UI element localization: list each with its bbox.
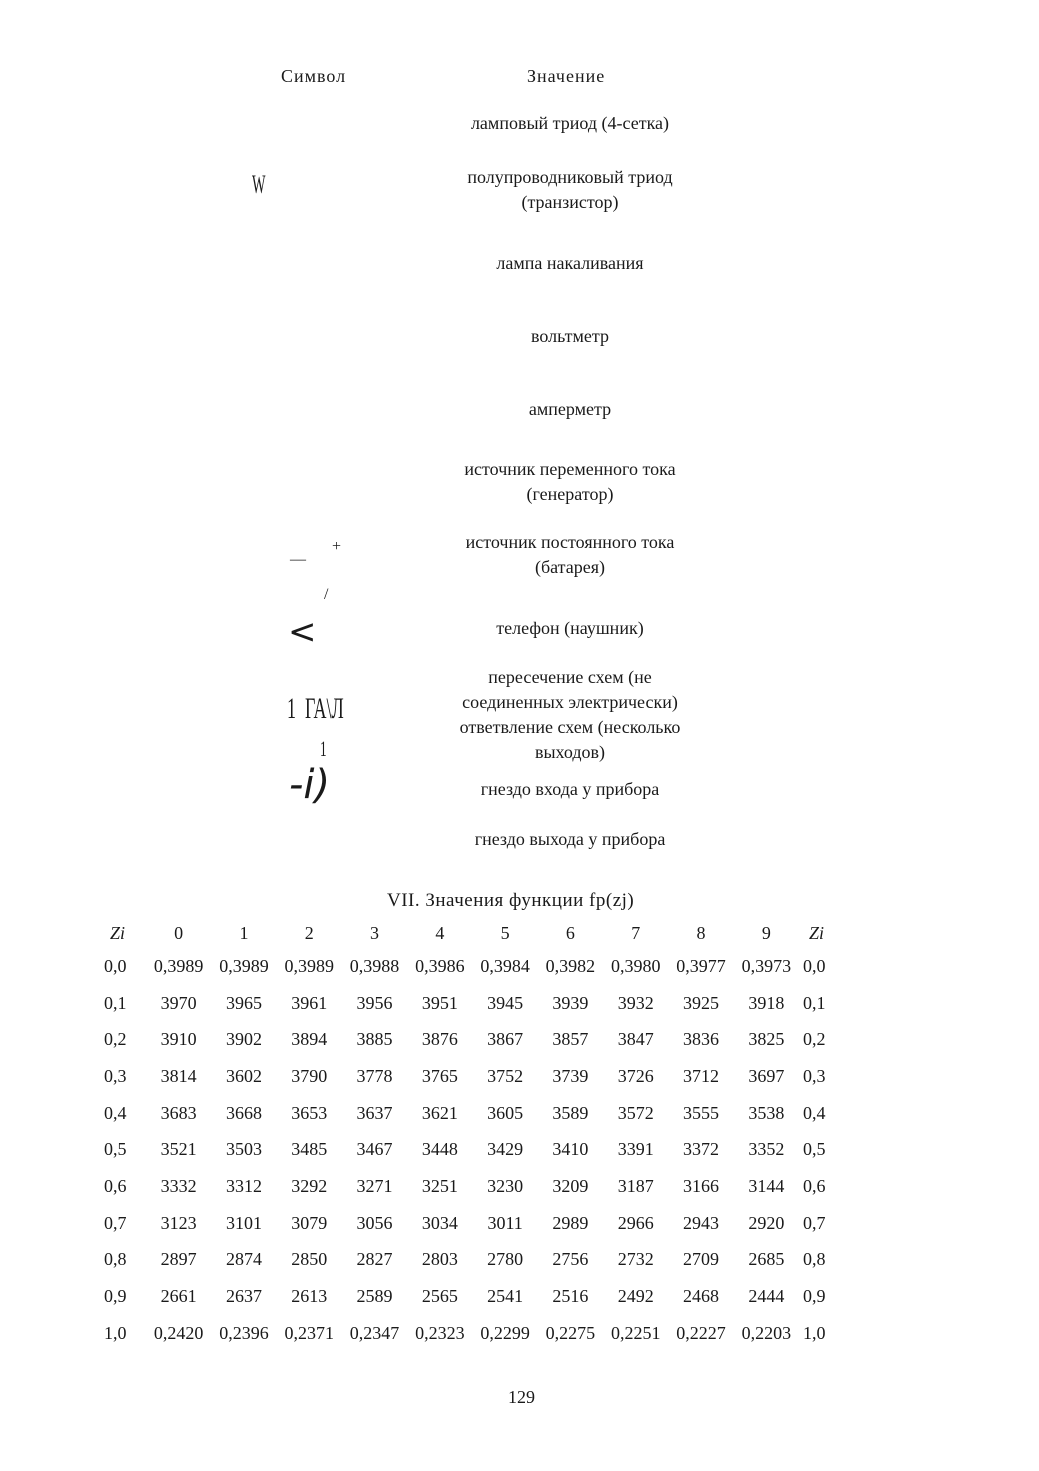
table-cell: 3637: [356, 1102, 393, 1123]
table-cell: 3429: [487, 1139, 524, 1160]
column-header: 9: [761, 922, 771, 943]
table-row: [100, 1131, 845, 1168]
table-cell: 2661: [160, 1286, 197, 1307]
legend-meaning: телефон (наушник): [496, 618, 644, 638]
table-cell: 0,2275: [545, 1322, 596, 1343]
z-header-left: Zi: [110, 922, 126, 943]
table-row: [100, 1095, 845, 1132]
table-cell: 2966: [617, 1212, 654, 1233]
table-cell: 3166: [683, 1175, 720, 1196]
row-z-left: 0,4: [104, 1102, 127, 1123]
row-z-right: 1,0: [802, 1322, 826, 1343]
table-cell: 0,2396: [219, 1322, 269, 1343]
table-cell: 2685: [748, 1249, 785, 1270]
row-z-right: 0,2: [802, 1029, 826, 1050]
table-cell: 3589: [552, 1102, 589, 1123]
legend-meaning: вольтметр: [531, 326, 609, 346]
table-cell: 0,3988: [349, 955, 400, 976]
table-row: [100, 1242, 845, 1279]
function-table: [100, 918, 845, 1352]
table-cell: 2874: [225, 1249, 262, 1270]
input-jack-symbol: -i): [289, 762, 331, 808]
legend-meaning: гнездо выхода у прибора: [474, 829, 666, 849]
table-cell: 2589: [356, 1286, 393, 1307]
row-z-left: 0,8: [104, 1249, 127, 1270]
table-cell: 0,3986: [415, 955, 465, 976]
table-cell: 3683: [160, 1102, 197, 1123]
branch-symbol: 1: [320, 736, 327, 761]
table-cell: 2756: [552, 1249, 589, 1270]
table-cell: 3251: [421, 1175, 458, 1196]
table-row: [100, 1058, 845, 1095]
legend-meaning: гнездо входа у прибора: [480, 779, 660, 799]
z-header-right: Zi: [808, 922, 824, 943]
legend-meaning: источник переменного тока (генератор): [464, 459, 676, 504]
table-cell: 0,3984: [480, 955, 530, 976]
table-cell: 2989: [552, 1212, 589, 1233]
table-cell: 2468: [683, 1286, 720, 1307]
row-z-right: 0,3: [802, 1065, 826, 1086]
table-cell: 2637: [225, 1286, 262, 1307]
table-cell: 0,3989: [219, 955, 269, 976]
battery-minus-symbol: —: [290, 551, 306, 568]
transistor-symbol: W: [252, 170, 266, 199]
table-cell: 3101: [225, 1212, 262, 1233]
table-cell: 3271: [356, 1175, 393, 1196]
table-cell: 3292: [291, 1175, 328, 1196]
table-cell: 3056: [356, 1212, 393, 1233]
table-cell: 3876: [421, 1029, 458, 1050]
table-cell: 3668: [225, 1102, 262, 1123]
table-cell: 2709: [683, 1249, 720, 1270]
table-cell: 3187: [617, 1175, 654, 1196]
table-header-row: [100, 918, 845, 948]
table-cell: 0,3977: [676, 955, 726, 976]
table-cell: 3538: [748, 1102, 785, 1123]
legend-meaning: ответвление схем (несколько выходов): [459, 717, 681, 762]
table-cell: 3079: [291, 1212, 328, 1233]
table-row: [100, 1278, 845, 1315]
column-header: 0: [174, 922, 184, 943]
table-row: [100, 1315, 845, 1352]
table-cell: 3312: [225, 1175, 262, 1196]
row-z-left: 1,0: [104, 1322, 127, 1343]
table-cell: 3902: [225, 1029, 262, 1050]
table-cell: 3230: [487, 1175, 524, 1196]
table-title: VII. Значения функции fp(zj): [387, 890, 635, 911]
row-z-right: 0,6: [802, 1175, 826, 1196]
table-cell: 3572: [617, 1102, 654, 1123]
table-cell: 3485: [291, 1139, 328, 1160]
row-z-left: 0,7: [104, 1212, 127, 1233]
page-number: 129: [508, 1387, 535, 1407]
battery-plus-symbol: +: [332, 538, 342, 555]
table-cell: 3332: [160, 1175, 197, 1196]
row-z-left: 0,2: [104, 1029, 127, 1050]
table-cell: 3847: [617, 1029, 654, 1050]
table-cell: 3790: [291, 1065, 328, 1086]
table-cell: 0,2371: [284, 1322, 334, 1343]
table-cell: 3951: [421, 992, 458, 1013]
header-symbol: Символ: [281, 66, 347, 86]
row-z-left: 0,1: [104, 992, 127, 1013]
table-row: [100, 1168, 845, 1205]
table-cell: 2803: [421, 1249, 458, 1270]
table-cell: 0,2323: [415, 1322, 465, 1343]
table-row: [100, 1021, 845, 1058]
table-cell: 3503: [225, 1139, 262, 1160]
table-cell: 2613: [291, 1286, 328, 1307]
table-cell: 0,2347: [349, 1322, 400, 1343]
table-cell: 3209: [552, 1175, 589, 1196]
table-cell: 3521: [160, 1139, 197, 1160]
table-cell: 3778: [356, 1065, 393, 1086]
table-cell: 3867: [487, 1029, 524, 1050]
column-header: 4: [435, 922, 445, 943]
table-cell: 2516: [552, 1286, 589, 1307]
table-cell: 2897: [160, 1249, 197, 1270]
column-header: 2: [304, 922, 314, 943]
table-cell: 0,2203: [741, 1322, 792, 1343]
table-cell: 3961: [291, 992, 328, 1013]
table-cell: 3372: [683, 1139, 720, 1160]
table-cell: 3932: [617, 992, 654, 1013]
table-cell: 3712: [683, 1065, 720, 1086]
table-cell: 2541: [487, 1286, 524, 1307]
legend-meaning: источник постоянного тока (батарея): [465, 532, 675, 577]
row-z-right: 0,0: [802, 955, 826, 976]
row-z-right: 0,5: [802, 1139, 826, 1160]
row-z-left: 0,9: [104, 1286, 127, 1307]
table-cell: 0,3989: [153, 955, 204, 976]
table-cell: 3836: [683, 1029, 720, 1050]
table-cell: 3885: [356, 1029, 393, 1050]
table-cell: 0,3973: [741, 955, 792, 976]
table-cell: 0,2299: [480, 1322, 530, 1343]
table-cell: 3857: [552, 1029, 589, 1050]
crossing-symbol: 1 ГА\Л: [287, 692, 344, 725]
row-z-left: 0,5: [104, 1139, 127, 1160]
table-cell: 2920: [748, 1212, 785, 1233]
table-cell: 2444: [748, 1286, 785, 1307]
table-cell: 3752: [487, 1065, 524, 1086]
phone-symbol: <: [288, 612, 317, 652]
column-header: 5: [500, 922, 510, 943]
table-cell: 3352: [748, 1139, 785, 1160]
table-cell: 0,2420: [153, 1322, 204, 1343]
header-meaning: Значение: [527, 66, 606, 86]
row-z-left: 0,3: [104, 1065, 127, 1086]
row-z-right: 0,7: [802, 1212, 826, 1233]
table-cell: 2850: [291, 1249, 328, 1270]
row-z-left: 0,6: [104, 1175, 127, 1196]
table-cell: 3467: [356, 1139, 393, 1160]
table-cell: 0,2227: [676, 1322, 726, 1343]
table-cell: 2492: [617, 1286, 654, 1307]
table-cell: 3945: [487, 992, 524, 1013]
column-header: 3: [370, 922, 380, 943]
table-cell: 3814: [160, 1065, 197, 1086]
table-cell: 3123: [160, 1212, 197, 1233]
table-cell: 3602: [225, 1065, 262, 1086]
table-cell: 3448: [421, 1139, 458, 1160]
table-row: [100, 1205, 845, 1242]
table-cell: 3726: [617, 1065, 654, 1086]
row-z-right: 0,1: [802, 992, 826, 1013]
table-cell: 2780: [487, 1249, 524, 1270]
table-row: [100, 985, 845, 1022]
table-cell: 3970: [160, 992, 197, 1013]
table-cell: 3918: [748, 992, 785, 1013]
battery-slash-symbol: /: [324, 586, 329, 603]
table-cell: 3925: [683, 992, 720, 1013]
table-cell: 3825: [748, 1029, 785, 1050]
row-z-left: 0,0: [104, 955, 127, 976]
table-cell: 3391: [617, 1139, 654, 1160]
table-cell: 3965: [225, 992, 262, 1013]
table-cell: 3697: [748, 1065, 785, 1086]
legend-meaning: амперметр: [528, 399, 612, 419]
table-cell: 3956: [356, 992, 393, 1013]
table-cell: 3910: [160, 1029, 197, 1050]
table-cell: 0,2251: [610, 1322, 661, 1343]
legend-meaning: полупроводниковый триод (транзистор): [467, 167, 673, 212]
table-cell: 3765: [421, 1065, 458, 1086]
legend-meaning: ламповый триод (4-сетка): [470, 113, 670, 133]
legend-meaning: пересечение схем (не соединенных электрически): [462, 667, 678, 712]
table-cell: 2732: [617, 1249, 654, 1270]
table-cell: 3555: [683, 1102, 720, 1123]
table-cell: 0,3989: [284, 955, 334, 976]
table-cell: 3939: [552, 992, 589, 1013]
legend-meaning: лампа накаливания: [496, 253, 644, 273]
table-cell: 3739: [552, 1065, 589, 1086]
table-cell: 2943: [683, 1212, 720, 1233]
column-header: 1: [239, 922, 249, 943]
table-cell: 3410: [552, 1139, 589, 1160]
table-cell: 3011: [487, 1212, 523, 1233]
column-header: 6: [565, 922, 575, 943]
table-cell: 0,3982: [545, 955, 596, 976]
column-header: 8: [696, 922, 706, 943]
column-header: 7: [631, 922, 641, 943]
table-cell: 0,3980: [610, 955, 661, 976]
table-cell: 3605: [487, 1102, 524, 1123]
table-row: [100, 948, 845, 985]
row-z-right: 0,9: [802, 1286, 826, 1307]
row-z-right: 0,4: [802, 1102, 826, 1123]
table-cell: 2565: [421, 1286, 458, 1307]
table-cell: 3621: [421, 1102, 458, 1123]
table-cell: 3653: [291, 1102, 328, 1123]
row-z-right: 0,8: [802, 1249, 826, 1270]
table-cell: 3034: [421, 1212, 458, 1233]
table-cell: 3894: [291, 1029, 328, 1050]
table-cell: 3144: [748, 1175, 785, 1196]
table-cell: 2827: [356, 1249, 393, 1270]
